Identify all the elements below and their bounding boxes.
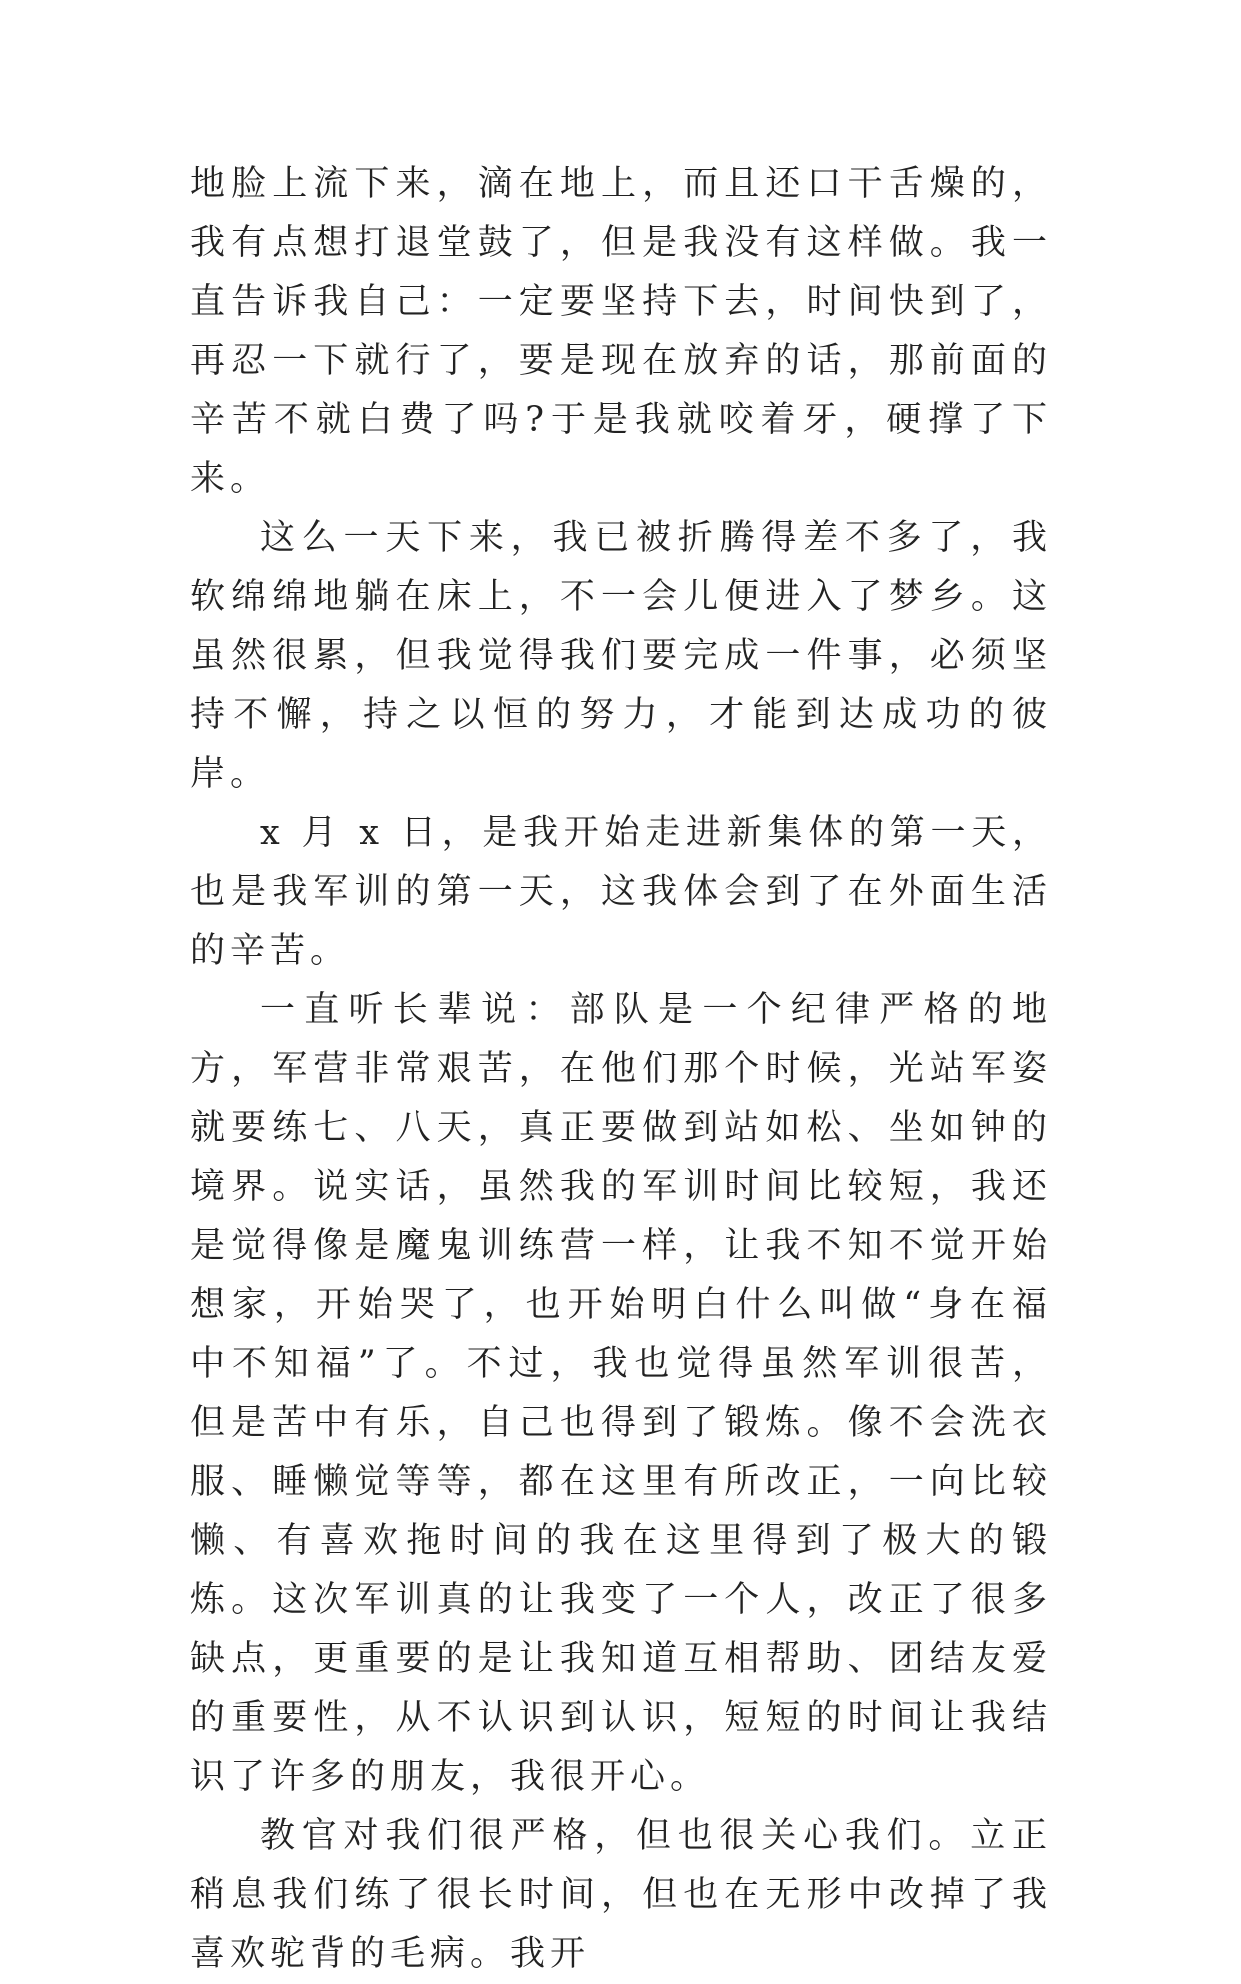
- paragraph: 教官对我们很严格，但也很关心我们。立正稍息我们练了很长时间，但也在无形中改掉了我喜欢驼背的毛病。我开: [190, 1816, 1052, 1974]
- document-body: [190, 155, 1052, 1984]
- paragraph: 地脸上流下来，滴在地上，而且还口干舌燥的，我有点想打退堂鼓了，但是我没有这样做。我一直告诉我自己：一定要坚持下去，时间快到了，再忍一下就行了，要是现在放弃的话，那前面的辛苦不就白费了吗?于是我就咬着牙，硬撑了下来。: [190, 164, 1052, 499]
- paragraph: x 月 x 日，是我开始走进新集体的第一天，也是我军训的第一天，这我体会到了在外面生活的辛苦。: [190, 813, 1052, 971]
- paragraph: 一直听长辈说：部队是一个纪律严格的地方，军营非常艰苦，在他们那个时候，光站军姿就要练七、八天，真正要做到站如松、坐如钟的境界。说实话，虽然我的军训时间比较短，我还是觉得像是魔鬼训练营一样，让我不知不觉开始想家，开始哭了，也开始明白什么叫做“身在福中不知福”了。不过，我也觉得虽然军训很苦，但是苦中有乐，自己也得到了锻炼。像不会洗衣服、睡懒觉等等，都在这里有所改正，一向比较懒、有喜欢拖时间的我在这里得到了极大的锻炼。这次军训真的让我变了一个人，改正了很多缺点，更重要的是让我知道互相帮助、团结友爱的重要性，从不认识到认识，短短的时间让我结识了许多的朋友，我很开心。: [190, 990, 1052, 1797]
- paragraph: 这么一天下来，我已被折腾得差不多了，我软绵绵地躺在床上，不一会儿便进入了梦乡。这虽然很累，但我觉得我们要完成一件事，必须坚持不懈，持之以恒的努力，才能到达成功的彼岸。: [190, 518, 1052, 794]
